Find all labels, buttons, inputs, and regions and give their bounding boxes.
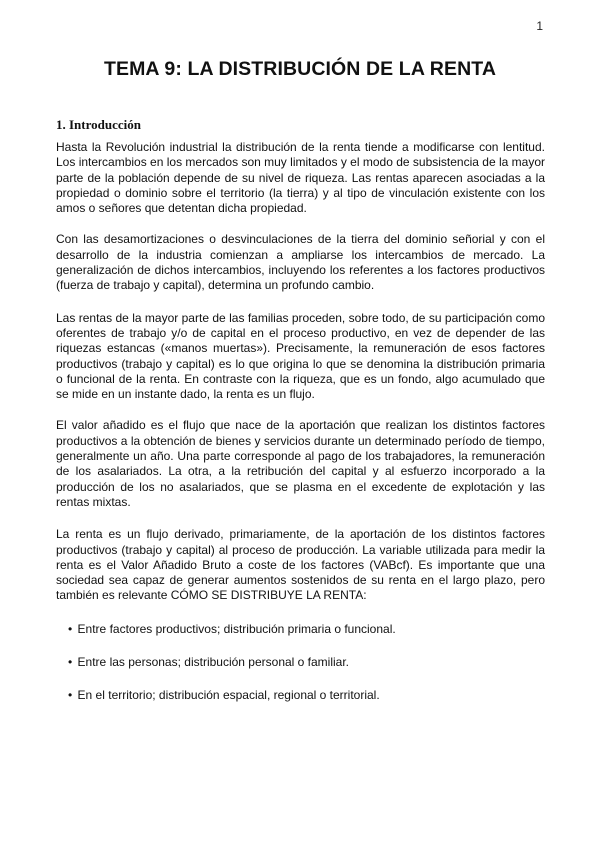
list-item-text: En el territorio; distribución espacial, regional o territorial. bbox=[77, 688, 380, 703]
paragraph-renta-flujo: La renta es un flujo derivado, primariamente, de la aportación de los distintos factores productivos (trabajo y capital) al proceso de producción. La variable utilizada para medir la renta es el Valor Añadido Bruto a coste de los factores (VABcf). Es importante que una sociedad sea capaz de generar aumentos sostenidos de su renta en el largo plazo, pero también es relevante CÓMO SE DISTRIBUYE LA RENTA: bbox=[56, 527, 545, 603]
list-item-text: Entre factores productivos; distribución primaria o funcional. bbox=[77, 621, 396, 636]
paragraph-introduction: Hasta la Revolución industrial la distribución de la renta tiende a modificarse con lentitud. Los intercambios en los mercados son muy limitados y el modo de subsistencia de la mayor parte de la población depende de su nivel de riqueza. Las rentas aparecen asociadas a la propiedad o dominio sobre el territorio (la tierra) y al tipo de vinculación existente con los amos o señores que detentan dicha propiedad. bbox=[56, 140, 545, 216]
list-item-text: Entre las personas; distribución personal o familiar. bbox=[77, 655, 350, 670]
bullet-icon: • bbox=[68, 621, 73, 636]
list-item bbox=[68, 622, 545, 637]
bullet-icon: • bbox=[68, 655, 73, 670]
section-body bbox=[56, 140, 545, 722]
document-title: TEMA 9: LA DISTRIBUCIÓN DE LA RENTA bbox=[103, 58, 497, 80]
list-item bbox=[68, 655, 545, 670]
section-heading: 1. Introducción bbox=[56, 117, 141, 132]
paragraph-valor-anadido: El valor añadido es el flujo que nace de la aportación que realizan los distintos factores productivos a la obtención de bienes y servicios durante un determinado período de tiempo, generalmente un año. Una parte corresponde al pago de los trabajadores, la remuneración de los asalariados. La otra, a la retribución del capital y al esfuerzo incorporado a la producción de los no asalariados, que se plasma en el excedente de explotación y las rentas mixtas. bbox=[56, 418, 545, 509]
list-item bbox=[68, 688, 545, 703]
paragraph-desamortizaciones: Con las desamortizaciones o desvinculaciones de la tierra del dominio señorial y con el desarrollo de la industria comienzan a ampliarse los intercambios de mercado. La generalización de dichos intercambios, incluyendo los referentes a los factores productivos (fuerza de trabajo y capital), determina un profundo cambio. bbox=[56, 232, 545, 293]
bullet-icon: • bbox=[68, 688, 73, 703]
paragraph-rentas-familias: Las rentas de la mayor parte de las familias proceden, sobre todo, de su participación como oferentes de trabajo y/o de capital en el proceso productivo, en vez de depender de las riquezas estancas («manos muertas»). Precisamente, la remuneración de esos factores productivos (trabajo y capital) es lo que origina lo que se denomina la distribución primaria o funcional de la renta. En contraste con la riqueza, que es un fondo, algo acumulado que se mide en un instante dado, la renta es un flujo. bbox=[56, 310, 545, 402]
distribution-list bbox=[56, 622, 545, 704]
page-number: 1 bbox=[536, 19, 543, 33]
